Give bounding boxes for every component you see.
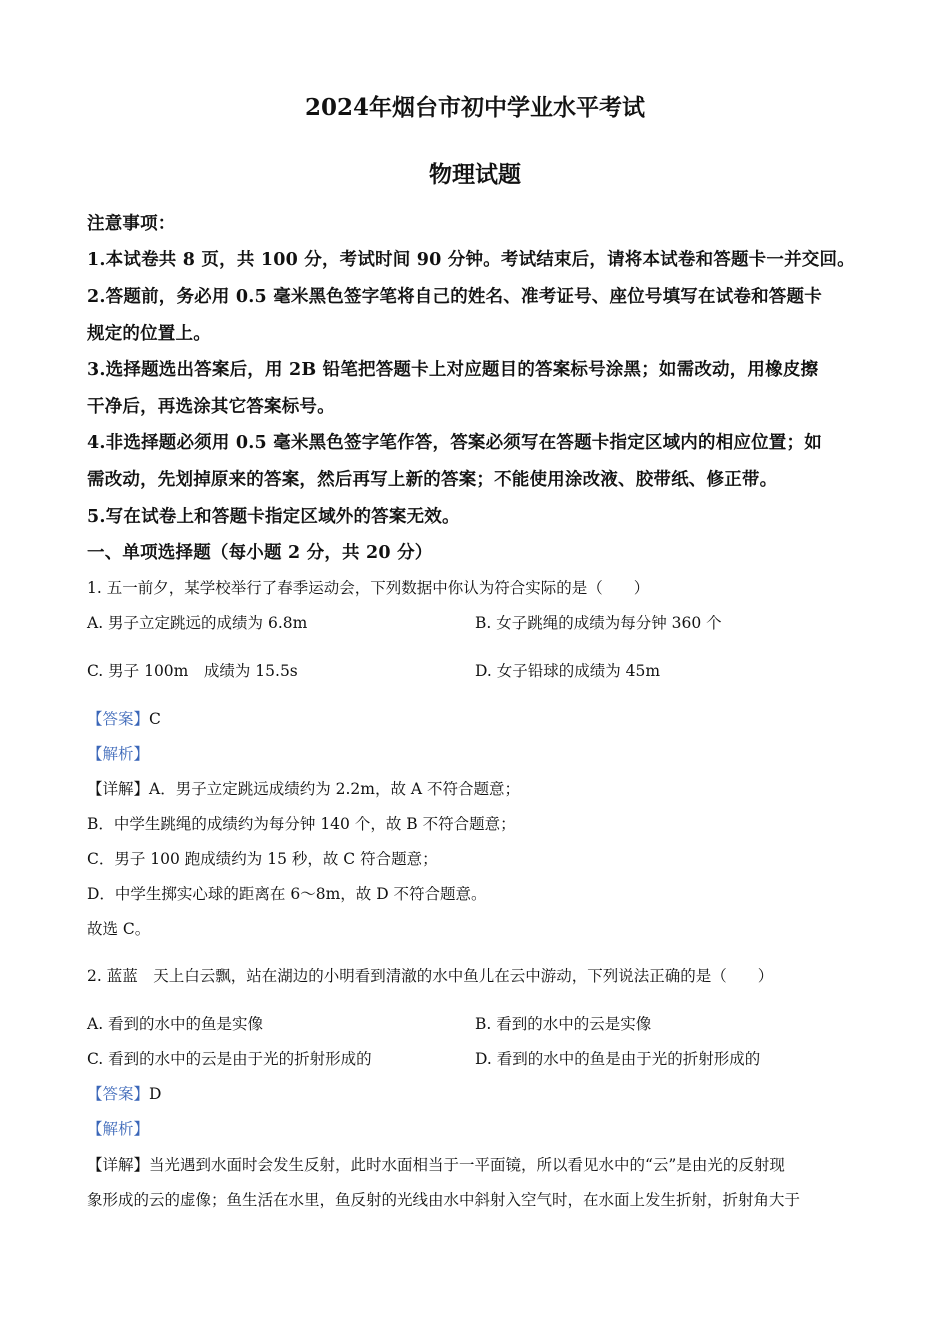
question-1-detail: 【详解】A．男子立定跳远成绩约为 2.2m，故 A 不符合题意； bbox=[87, 780, 521, 798]
question-2-analysis-tag: 【解析】 bbox=[87, 1120, 150, 1138]
notice-item: 干净后，再选涂其它答案标号。 bbox=[87, 397, 335, 417]
notice-item: 1.本试卷共 8 页，共 100 分，考试时间 90 分钟。考试结束后，请将本试卷和答题卡一并交回。 bbox=[87, 250, 855, 270]
question-1-detail: D．中学生掷实心球的距离在 6～8m，故 D 不符合题意。 bbox=[87, 885, 487, 903]
section-heading: 一、单项选择题（每小题 2 分，共 20 分） bbox=[87, 543, 433, 563]
notice-item: 4.非选择题必须用 0.5 毫米黑色签字笔作答，答案必须写在答题卡指定区域内的相应位置；如 bbox=[87, 433, 822, 453]
question-1-detail: 故选 C。 bbox=[87, 920, 151, 938]
exam-subtitle: 物理试题 bbox=[429, 161, 521, 188]
answer-value: C bbox=[149, 710, 161, 728]
question-2-answer bbox=[87, 1082, 161, 1104]
question-2-option-b: B. 看到的水中的云是实像 bbox=[475, 1015, 652, 1033]
question-2-option-a: A. 看到的水中的鱼是实像 bbox=[87, 1015, 264, 1033]
question-1-answer bbox=[87, 707, 161, 729]
notice-item: 2.答题前，务必用 0.5 毫米黑色签字笔将自己的姓名、准考证号、座位号填写在试卷和答题卡 bbox=[87, 287, 822, 307]
question-1-detail: B．中学生跳绳的成绩约为每分钟 140 个，故 B 不符合题意； bbox=[87, 815, 516, 833]
question-2-option-c: C. 看到的水中的云是由于光的折射形成的 bbox=[87, 1050, 372, 1068]
notice-item: 3.选择题选出答案后，用 2B 铅笔把答题卡上对应题目的答案标号涂黑；如需改动，用橡皮擦 bbox=[87, 360, 819, 380]
notice-item: 需改动，先划掉原来的答案，然后再写上新的答案；不能使用涂改液、胶带纸、修正带。 bbox=[87, 470, 778, 490]
question-1-stem: 1. 五一前夕，某学校举行了春季运动会，下列数据中你认为符合实际的是（ ） bbox=[87, 579, 650, 597]
question-1-option-c: C. 男子 100m 成绩为 15.5s bbox=[87, 662, 298, 680]
question-2-detail: 象形成的云的虚像；鱼生活在水里，鱼反射的光线由水中斜射入空气时，在水面上发生折射，折射角大于 bbox=[87, 1191, 801, 1209]
exam-title: 2024年烟台市初中学业水平考试 bbox=[304, 94, 645, 121]
notice-item: 5.写在试卷上和答题卡指定区域外的答案无效。 bbox=[87, 507, 460, 527]
question-2-detail: 【详解】当光遇到水面时会发生反射，此时水面相当于一平面镜，所以看见水中的“云”是由光的反射现 bbox=[87, 1156, 785, 1174]
question-1-option-d: D. 女子铅球的成绩为 45m bbox=[475, 662, 661, 680]
question-2-option-d: D. 看到的水中的鱼是由于光的折射形成的 bbox=[475, 1050, 761, 1068]
notice-heading: 注意事项： bbox=[87, 214, 176, 234]
question-2-stem: 2. 蓝蓝 天上白云飘，站在湖边的小明看到清澈的水中鱼儿在云中游动，下列说法正确的是（ ） bbox=[87, 967, 774, 985]
question-1-analysis-tag: 【解析】 bbox=[87, 745, 150, 763]
question-1-option-b: B. 女子跳绳的成绩为每分钟 360 个 bbox=[475, 614, 722, 632]
answer-tag: 【答案】 bbox=[87, 710, 150, 728]
answer-value: D bbox=[149, 1085, 162, 1103]
answer-tag: 【答案】 bbox=[87, 1085, 150, 1103]
question-1-option-a: A. 男子立定跳远的成绩为 6.8m bbox=[87, 614, 308, 632]
notice-item: 规定的位置上。 bbox=[87, 324, 211, 344]
question-1-detail: C．男子 100 跑成绩约为 15 秒，故 C 符合题意； bbox=[87, 850, 438, 868]
